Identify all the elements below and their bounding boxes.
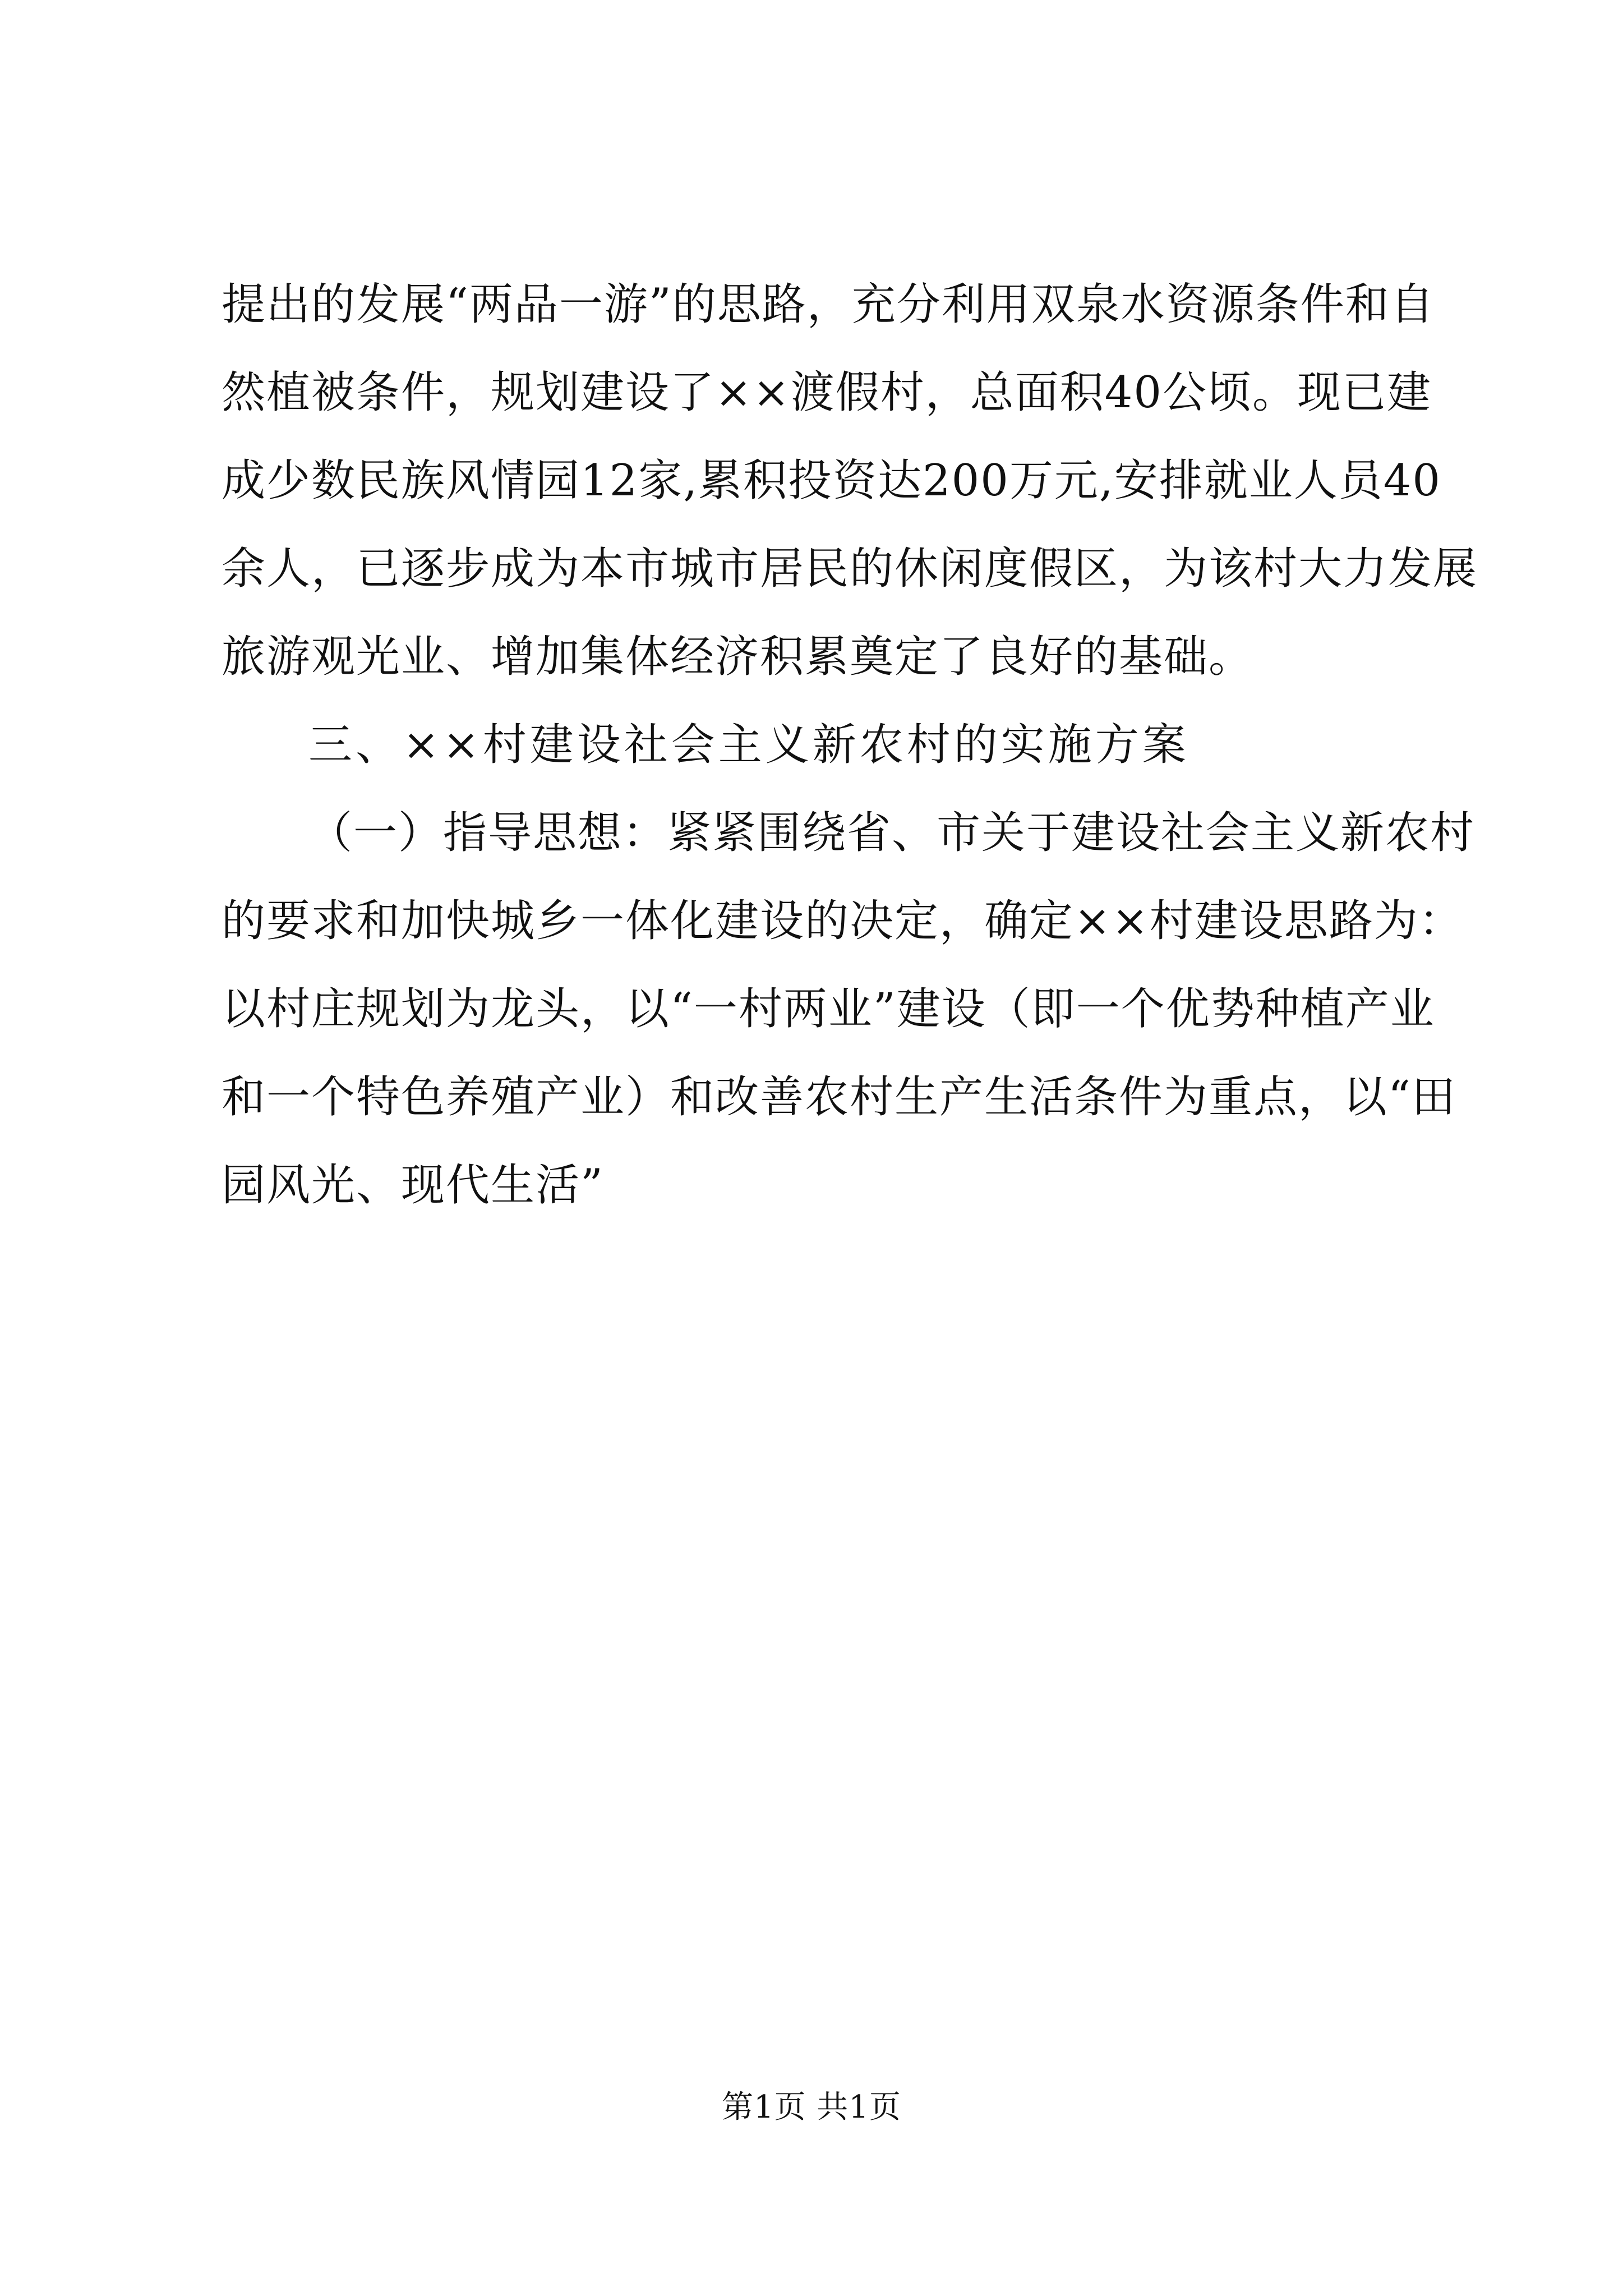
document-body	[222, 261, 1478, 1230]
text-line: 提出的发展“两品一游”的思路，充分利用双泉水资源条件和自	[222, 279, 1435, 330]
text-line: 旅游观光业、增加集体经济积累奠定了良好的基础。	[222, 632, 1254, 682]
page-footer: 第1页 共1页	[721, 2089, 902, 2125]
text-line: 的要求和加快城乡一体化建设的决定，确定××村建设思路为：	[222, 896, 1464, 946]
text-line: 然植被条件，规划建设了××渡假村，总面积40公顷。现已建	[222, 367, 1432, 418]
text-line: 和一个特色养殖产业）和改善农村生产生活条件为重点，以“田	[222, 1072, 1456, 1122]
heading-line: 三、××村建设社会主义新农村的实施方案	[308, 720, 1189, 770]
text-line: 余人，已逐步成为本市城市居民的休闲度假区，为该村大力发展	[222, 544, 1478, 594]
text-line: 以村庄规划为龙头，以“一村两业”建设（即一个优势种植产业	[222, 984, 1435, 1034]
text-line: （一）指导思想：紧紧围绕省、市关于建设社会主义新农村	[308, 808, 1476, 858]
text-line: 成少数民族风情园12家,累积投资达200万元,安排就业人员40	[222, 455, 1441, 506]
section-heading	[222, 701, 1422, 789]
paragraph-village-resort	[222, 261, 1478, 701]
text-line: 园风光、现代生活”	[222, 1160, 604, 1211]
paragraph-guiding-ideology	[222, 789, 1476, 1230]
